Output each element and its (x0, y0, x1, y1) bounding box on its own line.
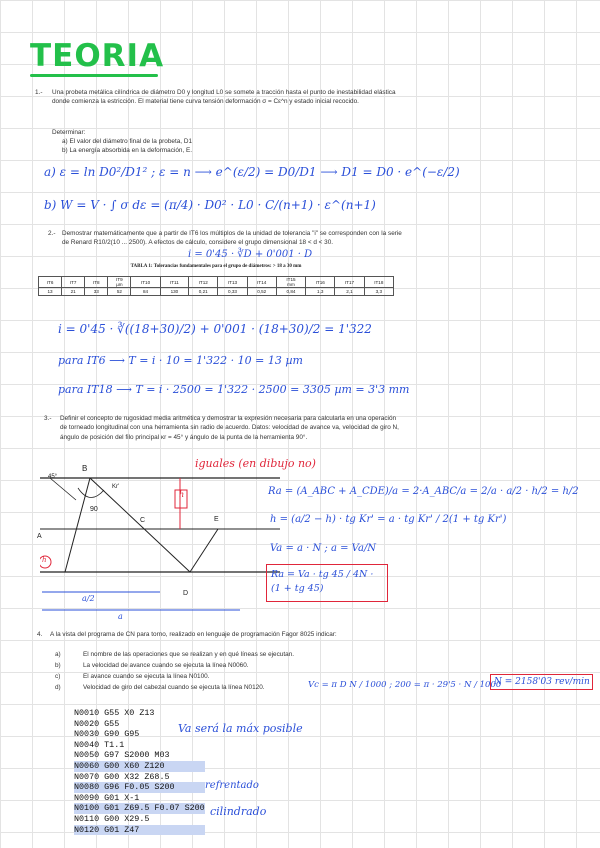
table-header-cell: IT10 (131, 277, 160, 288)
tool-edge-3 (190, 529, 218, 572)
roughness-diagram (40, 460, 280, 620)
label-angle: 45° (48, 474, 58, 480)
tool-edge-1 (65, 478, 90, 572)
q3-note: iguales (en dibujo no) (195, 457, 316, 470)
table-value-cell: 33 (85, 288, 108, 296)
q3-ra-derivation: Ra = (A_ABC + A_CDE)/a = 2·A_ABC/a = 2/a · a/2 · h/2 = h/2 (268, 486, 579, 497)
q2-it18: para IT18 ⟶ T = i · 2500 = 1'322 · 2500 = 3305 µm = 3'3 mm (58, 383, 410, 396)
q4-number: 4. (37, 631, 43, 638)
label-90: 90 (90, 506, 98, 513)
q4-item-key: a) (55, 651, 61, 658)
table-header-cell: IT17 (335, 277, 364, 288)
q2-calc: i = 0'45 · ∛((18+30)/2) + 0'001 · (18+30)/2 = 1'322 (58, 322, 372, 336)
table-value-cell: 52 (108, 288, 131, 296)
q3-va: Va = a · N ; a = Va/N (270, 543, 377, 554)
label-c: C (140, 517, 146, 524)
q4-item-text: El nombre de las operaciones que se realizan y en qué líneas se ejecutan. (83, 651, 295, 658)
table-value-cell: 0,52 (247, 288, 276, 296)
q1-answer-a: a) ε = ln D0²/D1² ; ε = n ⟶ e^(ε/2) = D0/D1 ⟶ D1 = D0 · e^(−ε/2) (44, 165, 460, 179)
table-header-cell: IT13 (218, 277, 247, 288)
program-line: N0040 T1.1 (74, 739, 125, 750)
label-kr: Kr' (112, 484, 120, 490)
label-h-circle: h (42, 556, 47, 564)
q4-statement: A la vista del programa de CN para torno, realizado en lenguaje de programación Fagor 8025 indicar: (50, 631, 337, 638)
table-value-cell: 0,21 (189, 288, 218, 296)
table-header-cell: IT6 (39, 277, 62, 288)
q1-statement: Una probeta metálica cilíndrica de diámetro D0 y longitud L0 se somete a tracción hasta el punto de inestabilidad elástica donde comienza la estricción. El material tiene curva tensión deformación σ = Cε^n y estado inicial recocido. (52, 89, 396, 106)
program-line: N0090 G01 X-1 (74, 792, 140, 803)
q4-item-text: El avance cuando se ejecuta la línea N0100. (83, 673, 210, 680)
program-line: N0030 G90 G95 (74, 729, 140, 740)
q4-refrentado: refrentado (205, 780, 259, 791)
table-value-cell: 21 (62, 288, 85, 296)
table-header-cell: IT15 mm (276, 277, 305, 288)
table-header-cell: IT14 (247, 277, 276, 288)
q2-statement: Demostrar matemáticamente que a partir de IT6 los múltiplos de la unidad de tolerancia "i" se corresponden con la serie de Renard R10/2(10 ... 2500). A efectos de cálculo, considere el grupo dimensional 18 < d < 30. (62, 230, 402, 247)
table-unit-mm: mm (287, 282, 295, 287)
tolerance-table-values-row (39, 288, 394, 296)
title-underline (30, 74, 158, 77)
q4-item-key: d) (55, 684, 61, 691)
q4-item-key: c) (55, 673, 61, 680)
program-line: N0110 G00 X29.5 (74, 813, 150, 824)
program-line: N0010 G55 X0 Z13 (74, 708, 155, 718)
q4-item (55, 661, 249, 670)
q4-item-text: La velocidad de avance cuando se ejecuta la línea N0060. (83, 662, 249, 669)
table-value-cell: 13 (39, 288, 62, 296)
table-header-cell: IT18 (364, 277, 393, 288)
program-line: N0100 G01 Z69.5 F0.07 S200 (74, 803, 205, 814)
table-unit-um: µm (116, 282, 123, 287)
program-line: N0050 G97 S2000 M03 (74, 750, 170, 761)
q4-item (55, 672, 209, 681)
q2-number: 2.- (48, 230, 56, 237)
tolerance-table-title: TABLA 1: Tolerancias fundamentales para el grupo de diámetros: > 18 a 30 mm (130, 264, 302, 269)
table-header-cell: IT12 (189, 277, 218, 288)
q3-number: 3.- (44, 415, 52, 422)
q4-item-key: b) (55, 662, 61, 669)
table-header-cell: IT11 (160, 277, 188, 288)
q3-statement: Definir el concepto de rugosidad media aritmética y demostrar la expresión necesaria para calcularla en una operación de torneado longitudinal con una herramienta sin radio de acuerdo. Datos: velocidad de avance va, velocidad de giro N, ángulo de posición del filo principal κr = 45° y ángulo de la punta de la herramienta 90°. (60, 415, 399, 441)
label-a-total: a (118, 612, 123, 621)
table-header-cell: IT7 (62, 277, 85, 288)
q1-item-b: b) La energía absorbida en la deformación, E. (62, 147, 193, 154)
table-value-cell: 1,3 (306, 288, 335, 296)
label-d: D (183, 590, 189, 597)
tolerance-table-header-row (39, 277, 394, 288)
q3-final-formula: Ra = Va · tg 45 / 4N · (1 + tg 45) (266, 564, 388, 602)
table-header-cell: IT9 µm (108, 277, 131, 288)
table-value-cell: 2,1 (335, 288, 364, 296)
label-a-point: A (37, 533, 42, 540)
q4-va-max-note: Va será la máx posible (178, 722, 303, 735)
q4-cilindrado: cilindrado (210, 805, 267, 818)
program-line: N0120 G01 Z47 (74, 825, 205, 836)
q3-h-derivation: h = (a/2 − h) · tg Kr' = a · tg Kr' / 2(1 + tg Kr') (270, 514, 507, 525)
program-line: N0060 G00 X60 Z120 (74, 761, 205, 772)
label-a-half: a/2 (82, 594, 95, 603)
table-value-cell: 3,3 (364, 288, 393, 296)
tolerance-table (38, 276, 394, 296)
table-value-cell: 0,84 (276, 288, 305, 296)
table-value-cell: 130 (160, 288, 188, 296)
table-value-cell: 0,33 (218, 288, 247, 296)
q4-item (55, 650, 294, 659)
q2-formula: i = 0'45 · ∛D + 0'001 · D (188, 249, 313, 260)
table-header-cell: IT16 (306, 277, 335, 288)
table-header-cell: IT8 (85, 277, 108, 288)
table-value-cell: 84 (131, 288, 160, 296)
label-b: B (82, 464, 88, 473)
program-line: N0070 G00 X32 Z68.5 (74, 771, 170, 782)
program-line: N0080 G96 F0.05 S200 (74, 782, 205, 793)
angle-arc-90 (78, 488, 104, 498)
label-h-box: h (179, 490, 185, 499)
q4-vc-formula: Vc = π D N / 1000 ; 200 = π · 29'5 · N / 1000 (308, 680, 502, 690)
q1-determinar: Determinar: (52, 129, 86, 136)
q1-answer-b: b) W = V · ∫ σ dε = (π/4) · D0² · L0 · C/(n+1) · ε^(n+1) (44, 198, 376, 212)
q1-item-a: a) El valor del diámetro final de la probeta, D1 (62, 138, 193, 145)
page-title: TEORIA (30, 38, 165, 74)
q1-number: 1.- (35, 89, 43, 96)
q4-n-result: N = 2158'03 rev/min (490, 674, 593, 690)
q4-item-text: Velocidad de giro del cabezal cuando se ejecuta la línea N0120. (83, 684, 265, 691)
q4-item (55, 683, 265, 692)
program-line: N0020 G55 (74, 718, 120, 729)
cutting-line (50, 478, 76, 500)
label-e: E (214, 516, 219, 523)
q2-it6: para IT6 ⟶ T = i · 10 = 1'322 · 10 = 13 µm (58, 354, 303, 367)
